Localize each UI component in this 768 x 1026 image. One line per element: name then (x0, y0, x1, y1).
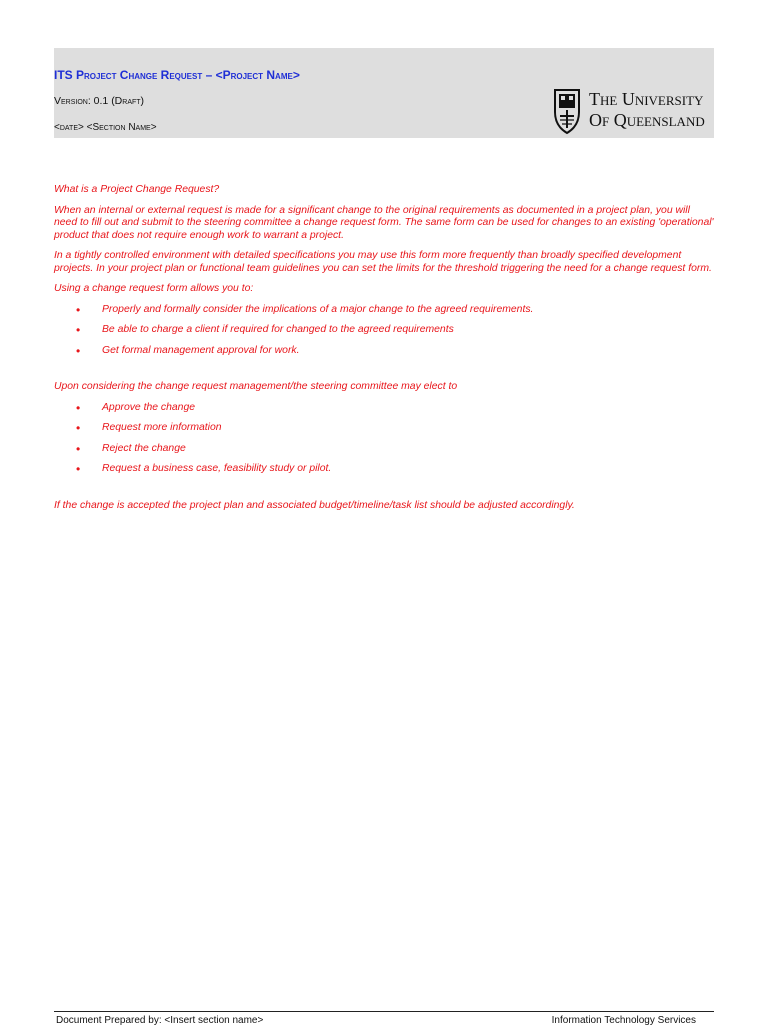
committee-lead: Upon considering the change request management/the steering committee may elect to (54, 381, 458, 392)
list-item: • Request a business case, feasibility study or pilot. (54, 463, 714, 476)
date-section-label: <date> <Section Name> (54, 122, 157, 133)
document-body (54, 184, 714, 512)
footer-department: Information Technology Services (551, 1015, 696, 1026)
footer-prepared-by: Document Prepared by: <Insert section name> (56, 1015, 264, 1026)
paragraph-definition: When an internal or external request is made for a significant change to the original requirements as documented in a project plan, you will need to fill out and submit to the steering committee a change request form. The same form can be used for changes to an existing 'operational' product that does not require enough work to warrant a project. (54, 204, 714, 241)
list-item: • Reject the change (54, 443, 714, 456)
paragraph-environment: In a tightly controlled environment with detailed specifications you may use this form more frequently than broadly specified development projects. In your project plan or functional team guidelines you can set the limits for the threshold triggering the need for a change request form. (54, 250, 712, 274)
committee-options-list (54, 402, 714, 476)
document-header (54, 48, 714, 138)
logo-line-1: The University (589, 89, 704, 109)
logo-line-2: Of Queensland (589, 110, 705, 130)
list-item: • Request more information (54, 422, 714, 435)
list-item: • Properly and formally consider the implications of a major change to the agreed requirements. (54, 304, 714, 317)
list-item: • Get formal management approval for work. (54, 345, 714, 358)
university-name (589, 89, 705, 131)
document-title: ITS Project Change Request – <Project Name> (54, 68, 300, 82)
version-label: Version: 0.1 (Draft) (54, 95, 145, 107)
footer-divider (54, 1011, 714, 1012)
uses-list (54, 304, 714, 358)
university-logo (552, 86, 708, 138)
section-question: What is a Project Change Request? (54, 184, 220, 195)
list-item: • Approve the change (54, 402, 714, 415)
uses-lead: Using a change request form allows you to: (54, 283, 254, 294)
crest-icon (552, 86, 582, 136)
list-item: • Be able to charge a client if required for changed to the agreed requirements (54, 324, 714, 337)
closing-paragraph: If the change is accepted the project plan and associated budget/timeline/task list should be adjusted accordingly. (54, 499, 575, 511)
